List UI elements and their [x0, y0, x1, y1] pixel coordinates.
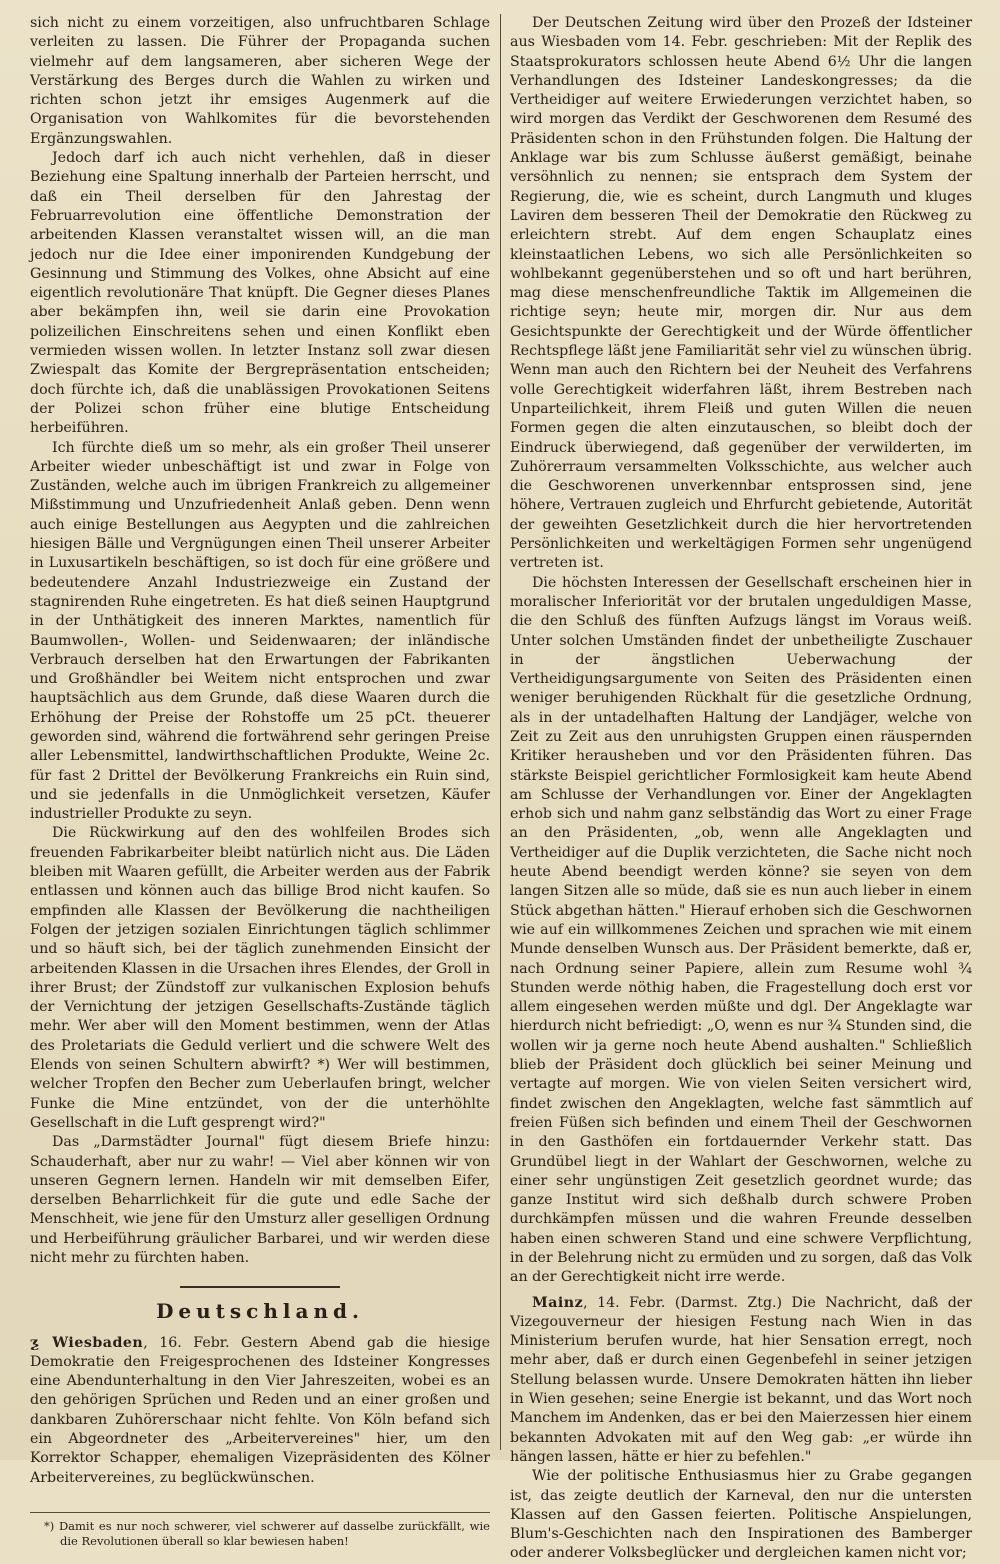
article-paragraph: Die höchsten Interessen der Gesellschaft erscheinen hier in moralischer Inferiorität vor der brutalen ungeduldigen Masse, die den Schluß des fünften Aufzugs längst im Voraus weiß. Unter solchen Umständen findet der unbetheiligte Zuschauer in der ängstlichen Ueberwachung der Vertheidigungsargumente von Seiten des Präsidenten einen weniger beruhigenden Rückhalt für die gesetzliche Ordnung, als in der untadelhaften Haltung der Landjäger, welche von Zeit zu Zeit aus den unruhigsten Gruppen einen räuspernden Kritiker herausheben und vor den Präsidenten führen. Das stärkste Beispiel gerichtlicher Formlosigkeit kam heute Abend am Schlusse der Verhandlungen vor. Einer der Angeklagten erhob sich und nahm ganz selbständig das Wort zu einer Frage an den Präsidenten, „ob, wenn alle Angeklagten und Vertheidiger auf die Duplik verzichteten, die Sache nicht noch heute Abend beendigt werden könne? sie seyen von dem langen Sitzen alle so müde, daß sie es nun auch lieber in einem Stück abgethan hätten." Hierauf erhoben sich die Geschwornen wie auf ein willkommenes Zeichen und sprachen wie mit einem Munde denselben Wunsch aus. Der Präsident bemerkte, daß er, nach Ordnung seiner Papiere, allein zum Resume wohl ¾ Stunden werde nöthig haben, die Fragestellung doch erst vor allem eingesehen werden müßte und dgl. Der Angeklagte war hierdurch nicht befriedigt: „O, wenn es nur ¾ Stunden sind, die wollen wir ja gerne noch heute Abend aushalten." Schließlich blieb der Präsident doch glücklich bei seiner Meinung und vertagte auf morgen. Wie von vielen Seiten versichert wird, findet zwischen den Angeklagten, welche fast sämmtlich auf freien Füßen sich befinden und einem Theil der Geschwornen in den Gasthöfen ein fortdauernder Verkehr statt. Das Grundübel liegt in der Wahlart der Geschwornen, welche zu einer sehr ungünstigen Zeit gesetzlich geordnet wurde; das ganze Institut wird sich deßhalb durch schwere Proben durchkämpfen müssen und die wahren Freunde desselben haben einen schweren Stand und eine schwere Verpflichtung, in der Belehrung nicht zu ermüden und zu sorgen, daß das Volk an der Gerechtigkeit nicht irre werde.	[510, 574, 972, 1286]
footnote: *) Damit es nur noch schwerer, viel schwerer auf dasselbe zurückfällt, wie die Revolutionen überall so klar bewiesen haben!	[30, 1512, 490, 1549]
section-heading: Deutschland.	[156, 1299, 364, 1324]
mainz-report	[510, 1294, 972, 1468]
left-column	[30, 14, 490, 1549]
section-divider	[180, 1286, 340, 1288]
article-paragraph: Die Rückwirkung auf den des wohlfeilen Brodes sich freuenden Fabrikarbeiter bleibt natürlich nicht aus. Die Läden bleiben mit Waaren gefüllt, die Arbeiter werden aus der Fabrik entlassen und können auch das billige Brod nicht kaufen. So empfinden alle Klassen der Bevölkerung die nachtheiligen Folgen der jetzigen sozialen Einrichtungen täglich schlimmer und so häuft sich, bei der täglich zunehmenden Einsicht der arbeitenden Klassen in die Ursachen ihres Elendes, der Groll in ihrer Brust; der Zündstoff zur vulkanischen Explosion behufs der Vernichtung der jetzigen Gesellschafts-Zustände täglich mehr. Wer aber will den Moment bestimmen, wenn der Atlas des Proletariats die Geduld verliert und die schwere Welt des Elends von seinen Schultern abwirft? *) Wer will bestimmen, welcher Tropfen den Becher zum Ueberlaufen bringt, welcher Funke die Mine entzündet, von der die unterhöhlte Gesellschaft in die Luft gesprengt wird?"	[30, 825, 490, 1131]
dateline-place: ƺ Wiesbaden	[30, 1334, 144, 1351]
right-column	[510, 14, 972, 1564]
article-paragraph: Der Deutschen Zeitung wird über den Prozeß der Idsteiner aus Wiesbaden vom 14. Febr. geschrieben: Mit der Replik des Staatsprokurators schlossen heute Abend 6½ Uhr die langen Verhandlungen des Idsteiner Landeskongresses; da die Vertheidiger auf weitere Erwiederungen verzichtet haben, so wird morgen das Verdikt der Geschworenen dem Resumé des Präsidenten schon in den Frühstunden folgen. Die Haltung der Anklage war bis zum Schlusse äußerst gemäßigt, beinahe versöhnlich zu nennen; sie entsprach dem System der Regierung, die, wie es scheint, durch Langmuth und kluges Laviren dem besseren Theil der Demokratie den Rückweg zu erleichtern strebt. Auf dem engen Schauplatz eines kleinstaatlichen Lebens, wo sich alle Persönlichkeiten so wohlbekannt gegenüberstehen und so oft und hart berühren, mag diese menschenfreundliche Taktik im Allgemeinen die richtige seyn; heute mir, morgen dir. Nur aus dem Gesichtspunkte der Gerechtigkeit und der Würde öffentlicher Rechtspflege läßt jene Familiarität sehr viel zu wünschen übrig. Wenn man auch den Richtern bei der Neuheit des Verfahrens volle Gerechtigkeit widerfahren läßt, ihrem Bestreben nach Unparteilichkeit, ihrem Fleiß und guten Willen die neuen Formen gegen die alten einzutauschen, so bleibt doch der Eindruck überwiegend, daß gegenüber der verwilderten, im Zuhörerraum versammelten Volksschichte, aus welcher auch die Geschworenen unverkennbar entsprossen sind, jene höhere, Vertrauen zugleich und Ehrfurcht gebietende, Autorität der geweihten Gesetzlichkeit durch die hier hervortretenden Persönlichkeiten und werkeltägigen Formen sehr ungenügend vertreten ist.	[510, 15, 972, 572]
report-text: , 14. Febr. (Darmst. Ztg.) Die Nachricht, daß der Vizegouverneur der hiesigen Festung nach Wien in das Ministerium berufen wurde, hat hier Sensation erregt, noch mehr aber, daß er durch einen Gegenbefehl in seiner jetzigen Stellung belassen wurde. Unsere Demokraten hätten ihn lieber in Wien gesehen; seine Energie ist bekannt, und das Wort noch Manchem im Andenken, das er bei den Maierzessen hier einem bekannten Advokaten mit auf den Weg gab: „er würde ihn hängen lassen, hätte er hier zu befehlen."	[510, 1294, 972, 1465]
article-paragraph: Das „Darmstädter Journal" fügt diesem Briefe hinzu: Schauderhaft, aber nur zu wahr! — Viel aber können wir von unseren Gegnern lernen. Handeln wir mit demselben Eifer, derselben Beharrlichkeit für die gute und edle Sache der Menschheit, wie jene für den Umsturz aller geselligen Ordnung und Herbeiführung gräulicher Barbarei, und wir werden diese nicht mehr zu fürchten haben.	[30, 1134, 490, 1266]
article-paragraph: sich nicht zu einem vorzeitigen, also unfruchtbaren Schlage verleiten zu lassen. Die Führer der Propaganda suchen vielmehr auf dem langsameren, aber sicheren Wege der Verstärkung des Berges durch die Wahlen zu wirken und richten schon jetzt ihr emsiges Augenmerk auf die Organisation von Wahlkomites für die bevorstehenden Ergänzungswahlen.	[30, 15, 490, 147]
column-rule	[500, 14, 501, 1450]
report-text: , 16. Febr. Gestern Abend gab die hiesige Demokratie den Freigesprochenen des Idsteiner Kongresses eine Abendunterhaltung in den Vier Jahreszeiten, wobei es an den gehörigen Sprüchen und Reden und an einer großen und dankbaren Zuhörerschaar nicht fehlte. Von Köln befand sich ein Abgeordneter des „Arbeitervereines" hier, um den Korrektor Schapper, ehemaligen Vizepräsidenten des Kölner Arbeitervereines, zu beglückwünschen.	[30, 1334, 490, 1486]
article-paragraph: Jedoch darf ich auch nicht verhehlen, daß in dieser Beziehung eine Spaltung innerhalb der Parteien herrscht, und daß ein Theil derselben für den Jahrestag der Februarrevolution eine öffentliche Demonstration der arbeitenden Klassen veranstaltet wissen will, an die man jedoch nur die Idee einer imponirenden Kundgebung der Gesinnung und Stimmung des Volkes, ohne Absicht auf eine eigentlich revolutionäre That knüpft. Die Gegner dieses Planes aber bekämpfen ihn, weil sie darin eine Provokation polizeilichen Einschreitens sehen und einen Konflikt eben vermieden wissen wollen. In letzter Instanz soll zwar diesen Zwiespalt das Komite der Bergrepräsentation entscheiden; doch fürchte ich, daß die unablässigen Provokationen Seitens der Polizei schon früher eine blutige Entscheidung herbeiführen.	[30, 150, 490, 437]
article-paragraph: Ich fürchte dieß um so mehr, als ein großer Theil unserer Arbeiter wieder unbeschäftigt ist und zwar in Folge von Zuständen, welche auch im übrigen Frankreich zu allgemeiner Mißstimmung und Unzufriedenheit Anlaß geben. Denn wenn auch einige Bestellungen aus Aegypten und die zahlreichen hiesigen Bälle und Vergnügungen einen Theil unserer Arbeiter in Luxusartikeln beschäftigen, so ist doch für eine größere und bedeutendere Anzahl Industriezweige ein Zustand der stagnirenden Ruhe eingetreten. Es hat dieß seinen Hauptgrund in der Unthätigkeit des inneren Marktes, namentlich für Baumwollen-, Wollen- und Seidenwaaren; der inländische Verbrauch derselben hat den Erwartungen der Fabrikanten und Großhändler bei Weitem nicht entsprochen und zwar hauptsächlich aus dem Grunde, daß diese Waaren durch die Erhöhung der Preise der Rohstoffe um 25 pCt. theuerer geworden sind, während die fortwährend sehr geringen Preise aller Lebensmittel, landwirthschaftlichen Produkte, Weine 2c. für fast 2 Drittel der Bevölkerung Frankreichs ein Ruin sind, und sie jedenfalls in die Unmöglichkeit versetzen, Käufer industrieller Produkte zu seyn.	[30, 439, 490, 823]
dateline-place: Mainz	[532, 1294, 584, 1311]
wiesbaden-report	[30, 1334, 490, 1488]
article-paragraph: Wie der politische Enthusiasmus hier zu Grabe gegangen ist, das zeigte deutlich der Karneval, den nur die untersten Klassen auf den Gassen feierten. Politische Anspielungen, Blum's-Geschichten nach den Inspirationen des Bamberger oder anderer Volksbeglücker und dergleichen kamen nicht vor;	[510, 1468, 972, 1562]
